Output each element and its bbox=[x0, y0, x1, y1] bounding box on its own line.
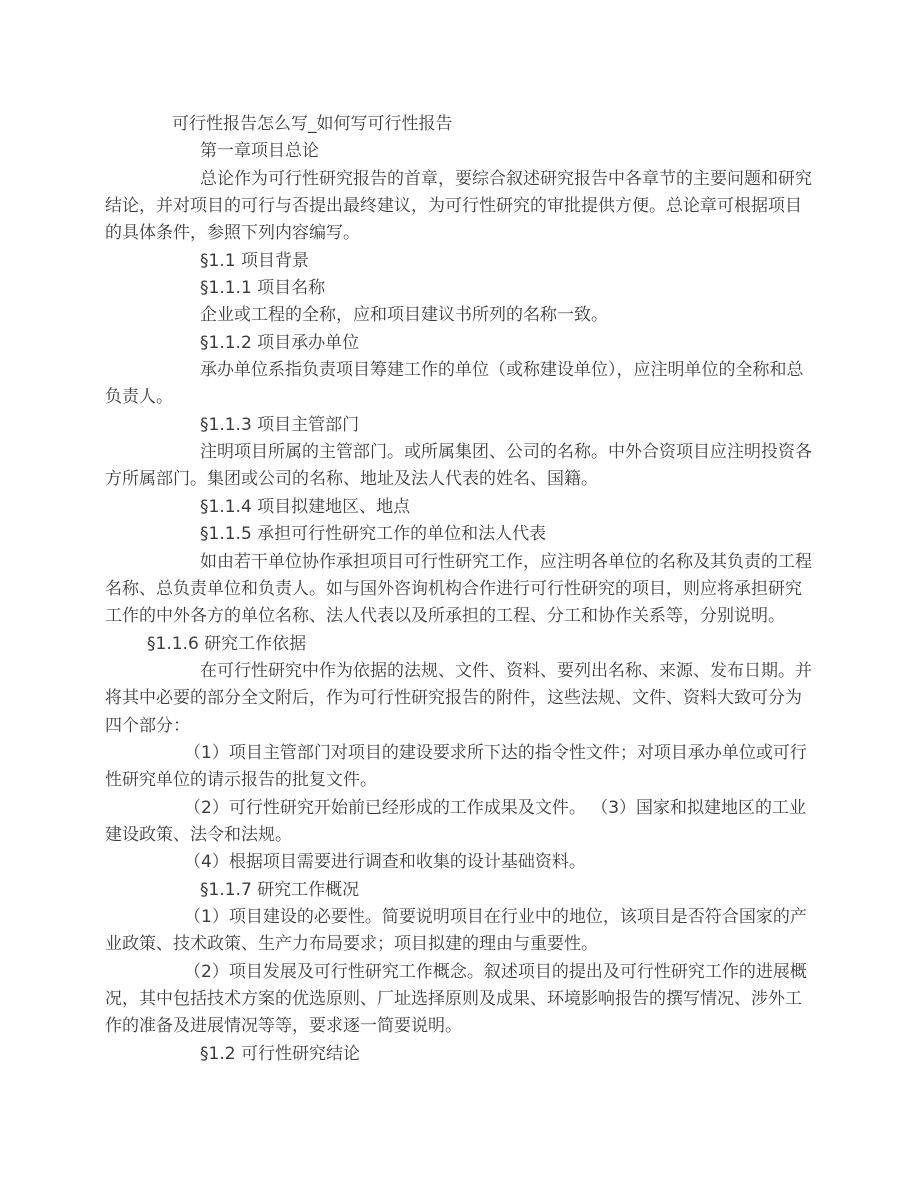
text-line: 工作的中外各方的单位名称、法人代表以及所承担的工程、分工和协作关系等，分别说明。 bbox=[105, 606, 785, 627]
text-line: §1.1.4 项目拟建地区、地点 bbox=[200, 496, 411, 517]
text-line: 性研究单位的请示报告的批复文件。 bbox=[105, 770, 377, 791]
text-line: 况，其中包括技术方案的优选原则、厂址选择原则及成果、环境影响报告的撰写情况、涉外工 bbox=[105, 989, 802, 1009]
text-line: （2）项目发展及可行性研究工作概念。叙述项目的提出及可行性研究工作的进展概 bbox=[184, 961, 807, 982]
text-line: （2）可行性研究开始前已经形成的工作成果及文件。 （3）国家和拟建地区的工业 bbox=[184, 797, 807, 818]
text-line: （4）根据项目需要进行调查和收集的设计基础资料。 bbox=[184, 852, 586, 873]
text-line: 四个部分： bbox=[105, 715, 190, 736]
text-line: 总论作为可行性研究报告的首章，要综合叙述研究报告中各章节的主要问题和研究 bbox=[200, 168, 812, 189]
text-line: §1.2 可行性研究结论 bbox=[200, 1043, 360, 1064]
text-line: （1）项目主管部门对项目的建设要求所下达的指令性文件；对项目承办单位或可行 bbox=[184, 742, 807, 763]
text-line: 的具体条件，参照下列内容编写。 bbox=[105, 223, 360, 244]
text-line: §1.1.2 项目承办单位 bbox=[200, 332, 360, 353]
text-line: §1.1.3 项目主管部门 bbox=[200, 414, 360, 435]
text-line: §1.1.5 承担可行性研究工作的单位和法人代表 bbox=[200, 524, 547, 545]
text-line: 作的准备及进展情况等等，要求逐一简要说明。 bbox=[105, 1016, 462, 1037]
text-line: 企业或工程的全称，应和项目建议书所列的名称一致。 bbox=[200, 305, 608, 326]
text-line: §1.1.1 项目名称 bbox=[200, 278, 326, 299]
text-line: 方所属部门。集团或公司的名称、地址及法人代表的姓名、国籍。 bbox=[105, 469, 598, 490]
text-line: 注明项目所属的主管部门。或所属集团、公司的名称。中外合资项目应注明投资各 bbox=[200, 442, 812, 463]
text-line: 在可行性研究中作为依据的法规、文件、资料、要列出名称、来源、发布日期。并 bbox=[200, 660, 812, 681]
text-line: §1.1 项目背景 bbox=[200, 250, 309, 271]
document-title: 可行性报告怎么写_如何写可行性报告 bbox=[172, 114, 453, 134]
text-line: 结论，并对项目的可行与否提出最终建议，为可行性研究的审批提供方便。总论章可根据项目 bbox=[105, 196, 802, 217]
text-line: 名称、总负责单位和负责人。如与国外咨询机构合作进行可行性研究的项目，则应将承担研究 bbox=[105, 578, 802, 599]
text-line: （1）项目建设的必要性。简要说明项目在行业中的地位，该项目是否符合国家的产 bbox=[184, 906, 807, 927]
text-line: 将其中必要的部分全文附后，作为可行性研究报告的附件，这些法规、文件、资料大致可分为 bbox=[105, 688, 802, 709]
text-line: 承办单位系指负责项目筹建工作的单位（或称建设单位），应注明单位的全称和总 bbox=[200, 360, 804, 381]
text-line: §1.1.6 研究工作依据 bbox=[147, 633, 307, 654]
text-line: 负责人。 bbox=[105, 387, 173, 408]
text-line: 第一章项目总论 bbox=[200, 141, 319, 162]
text-line: 如由若干单位协作承担项目可行性研究工作，应注明各单位的名称及其负责的工程 bbox=[200, 551, 812, 572]
text-line: 业政策、技术政策、生产力布局要求；项目拟建的理由与重要性。 bbox=[105, 934, 598, 955]
text-line: §1.1.7 研究工作概况 bbox=[200, 879, 360, 900]
text-line: 建设政策、法令和法规。 bbox=[105, 824, 292, 845]
document-body bbox=[105, 111, 830, 1068]
